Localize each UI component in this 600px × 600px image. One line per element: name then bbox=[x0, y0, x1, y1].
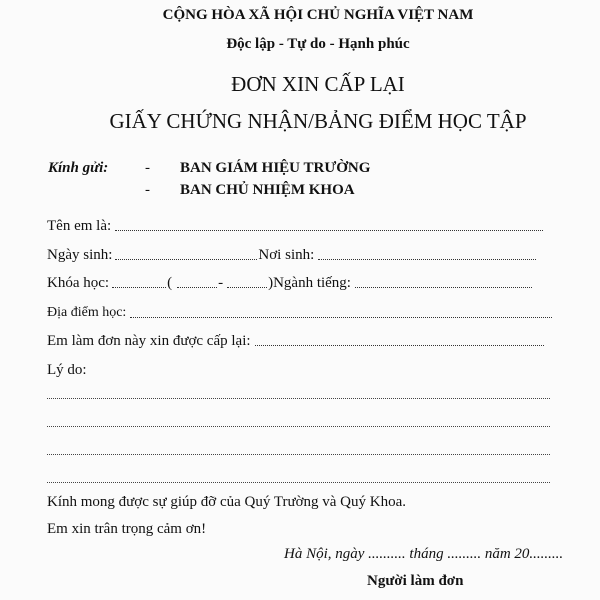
name-field[interactable] bbox=[47, 217, 545, 235]
location-label: Địa điểm học: bbox=[47, 305, 127, 320]
motto: Độc lập - Tự do - Hạnh phúc bbox=[226, 36, 410, 52]
reason-line[interactable] bbox=[47, 398, 550, 399]
form-title: ĐƠN XIN CẤP LẠI bbox=[231, 72, 405, 96]
signer-label: Người làm đơn bbox=[367, 573, 464, 589]
dob-row[interactable] bbox=[47, 246, 538, 264]
location-leader bbox=[130, 317, 552, 318]
major-leader bbox=[355, 287, 532, 288]
nation-heading: CỘNG HÒA XÃ HỘI CHỦ NGHĨA VIỆT NAM bbox=[162, 7, 474, 23]
dob-leader bbox=[115, 259, 257, 260]
recipient-item: BAN GIÁM HIỆU TRƯỜNG bbox=[180, 160, 371, 176]
request-field[interactable] bbox=[47, 332, 546, 350]
name-label: Tên em là: bbox=[47, 218, 112, 234]
reason-label: Lý do: bbox=[47, 362, 87, 378]
place-date: Hà Nội, ngày .......... tháng ......... năm 20......... bbox=[284, 546, 564, 562]
reason-line[interactable] bbox=[47, 454, 550, 455]
recipient-label: Kính gửi: bbox=[48, 160, 109, 176]
recipient-dash: - bbox=[145, 182, 150, 198]
course-row[interactable] bbox=[47, 274, 534, 292]
recipient-dash: - bbox=[145, 160, 150, 176]
course-label: Khóa học: bbox=[47, 275, 110, 291]
recipient-item: BAN CHỦ NHIỆM KHOA bbox=[180, 182, 355, 198]
course-end-leader bbox=[227, 287, 267, 288]
form-subtitle: GIẤY CHỨNG NHẬN/BẢNG ĐIỂM HỌC TẬP bbox=[109, 109, 527, 133]
closing-thanks: Em xin trân trọng cảm ơn! bbox=[47, 521, 207, 537]
course-dash: - bbox=[218, 275, 224, 291]
closing-hope: Kính mong được sự giúp đỡ của Quý Trường và Quý Khoa. bbox=[47, 494, 407, 510]
request-label: Em làm đơn này xin được cấp lại: bbox=[47, 333, 251, 349]
course-start-leader bbox=[177, 287, 217, 288]
dob-label: Ngày sinh: bbox=[47, 247, 113, 263]
major-label: )Ngành tiếng: bbox=[268, 275, 351, 291]
course-leader bbox=[112, 287, 166, 288]
name-leader bbox=[115, 230, 543, 231]
reason-line[interactable] bbox=[47, 426, 550, 427]
course-open: ( bbox=[167, 275, 173, 291]
location-field[interactable] bbox=[47, 304, 554, 322]
request-leader bbox=[255, 345, 544, 346]
birthplace-leader bbox=[318, 259, 536, 260]
reason-line[interactable] bbox=[47, 482, 550, 483]
birthplace-label: Nơi sinh: bbox=[258, 247, 315, 263]
